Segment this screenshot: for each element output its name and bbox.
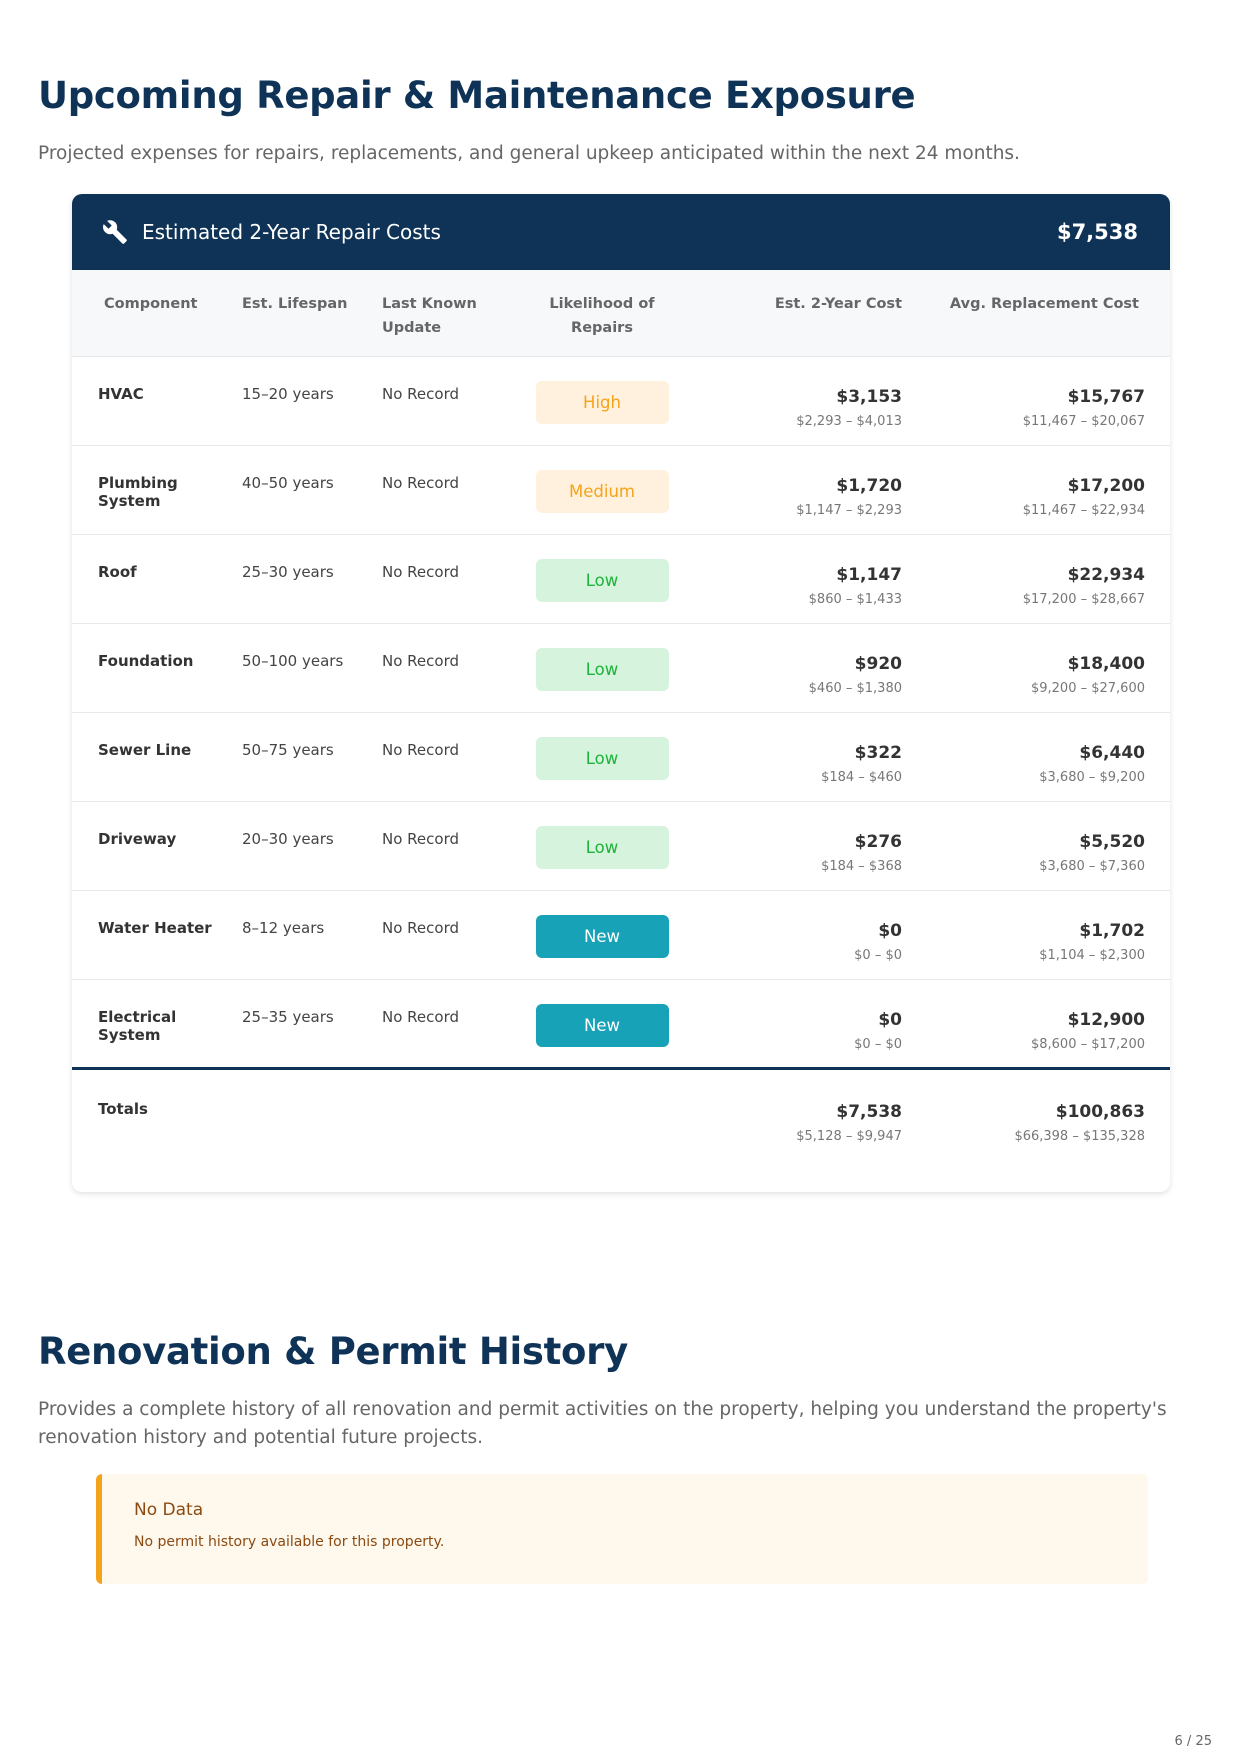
table-row bbox=[72, 356, 1170, 445]
section-description-permit-history: Provides a complete history of all renovation and permit activities on the property, helping you understand the property's renovation history and potential future projects. bbox=[38, 1399, 1167, 1448]
lifespan: 8–12 years bbox=[242, 918, 325, 937]
section-title-repair-exposure: Upcoming Repair & Maintenance Exposure bbox=[38, 74, 916, 117]
callout-title: No Data bbox=[134, 1500, 204, 1520]
total-two-year-cost-range: $5,128 – $9,947 bbox=[796, 1128, 902, 1144]
replacement-cost-range: $3,680 – $9,200 bbox=[1039, 769, 1145, 785]
table-row bbox=[72, 712, 1170, 801]
two-year-cost: $276 bbox=[854, 831, 902, 852]
replacement-cost: $1,702 bbox=[1079, 920, 1145, 941]
card-header bbox=[72, 194, 1170, 270]
col-two-year-cost: Est. 2-Year Cost bbox=[774, 296, 902, 312]
lifespan: 15–20 years bbox=[242, 384, 334, 403]
last-update: No Record bbox=[382, 918, 459, 937]
replacement-cost-range: $11,467 – $22,934 bbox=[1022, 502, 1145, 518]
lifespan: 50–100 years bbox=[242, 651, 344, 670]
card-total: $7,538 bbox=[1056, 220, 1138, 244]
likelihood-badge: New bbox=[536, 915, 669, 958]
table-row bbox=[72, 623, 1170, 712]
col-likelihood: Likelihood of Repairs bbox=[549, 296, 655, 336]
replacement-cost: $15,767 bbox=[1067, 386, 1145, 407]
component-name: Driveway bbox=[98, 829, 177, 848]
likelihood-badge: Medium bbox=[536, 470, 669, 513]
two-year-cost-range: $0 – $0 bbox=[854, 1036, 902, 1052]
two-year-cost: $322 bbox=[854, 742, 902, 763]
callout-body: No permit history available for this property. bbox=[134, 1534, 445, 1550]
totals-row bbox=[72, 1068, 1170, 1178]
section-description-repair-exposure: Projected expenses for repairs, replacements, and general upkeep anticipated within the next 24 months. bbox=[38, 143, 1020, 164]
wrench-icon bbox=[102, 219, 128, 245]
two-year-cost-range: $860 – $1,433 bbox=[808, 591, 902, 607]
two-year-cost: $3,153 bbox=[836, 386, 902, 407]
likelihood-badge: Low bbox=[536, 559, 669, 602]
card-title: Estimated 2-Year Repair Costs bbox=[142, 220, 441, 244]
replacement-cost: $6,440 bbox=[1079, 742, 1145, 763]
likelihood-badge: Low bbox=[536, 826, 669, 869]
likelihood-badge: High bbox=[536, 381, 669, 424]
replacement-cost-range: $9,200 – $27,600 bbox=[1030, 680, 1145, 696]
replacement-cost: $17,200 bbox=[1067, 475, 1145, 496]
col-lifespan: Est. Lifespan bbox=[242, 296, 348, 312]
lifespan: 40–50 years bbox=[242, 473, 334, 492]
table-row bbox=[72, 445, 1170, 534]
two-year-cost: $0 bbox=[878, 1009, 902, 1030]
component-name: Plumbing System bbox=[98, 473, 178, 510]
last-update: No Record bbox=[382, 562, 459, 581]
two-year-cost: $1,720 bbox=[836, 475, 902, 496]
two-year-cost: $0 bbox=[878, 920, 902, 941]
col-last-update: Last Known Update bbox=[382, 296, 477, 336]
component-name: Roof bbox=[98, 562, 137, 581]
lifespan: 20–30 years bbox=[242, 829, 334, 848]
table-row bbox=[72, 890, 1170, 979]
totals-label: Totals bbox=[98, 1099, 148, 1118]
repair-costs-table bbox=[72, 270, 1170, 1178]
two-year-cost: $1,147 bbox=[836, 564, 902, 585]
component-name: HVAC bbox=[98, 384, 144, 403]
last-update: No Record bbox=[382, 473, 459, 492]
two-year-cost-range: $1,147 – $2,293 bbox=[796, 502, 902, 518]
likelihood-badge: Low bbox=[536, 737, 669, 780]
lifespan: 50–75 years bbox=[242, 740, 334, 759]
no-data-callout bbox=[96, 1474, 1148, 1584]
component-name: Water Heater bbox=[98, 918, 212, 937]
col-replacement-cost: Avg. Replacement Cost bbox=[949, 296, 1139, 312]
page-number: 6 / 25 bbox=[1174, 1734, 1212, 1749]
last-update: No Record bbox=[382, 829, 459, 848]
two-year-cost-range: $2,293 – $4,013 bbox=[796, 413, 902, 429]
table-row bbox=[72, 801, 1170, 890]
replacement-cost: $12,900 bbox=[1067, 1009, 1145, 1030]
section-title-permit-history: Renovation & Permit History bbox=[38, 1330, 628, 1373]
replacement-cost-range: $3,680 – $7,360 bbox=[1039, 858, 1145, 874]
lifespan: 25–35 years bbox=[242, 1007, 334, 1026]
last-update: No Record bbox=[382, 651, 459, 670]
two-year-cost-range: $0 – $0 bbox=[854, 947, 902, 963]
likelihood-badge: New bbox=[536, 1004, 669, 1047]
replacement-cost: $22,934 bbox=[1067, 564, 1145, 585]
two-year-cost-range: $460 – $1,380 bbox=[808, 680, 902, 696]
two-year-cost-range: $184 – $368 bbox=[821, 858, 902, 874]
table-row bbox=[72, 979, 1170, 1068]
likelihood-badge: Low bbox=[536, 648, 669, 691]
component-name: Sewer Line bbox=[98, 740, 192, 759]
total-two-year-cost: $7,538 bbox=[836, 1101, 902, 1122]
replacement-cost: $5,520 bbox=[1079, 831, 1145, 852]
replacement-cost: $18,400 bbox=[1067, 653, 1145, 674]
col-component: Component bbox=[104, 296, 198, 312]
two-year-cost: $920 bbox=[854, 653, 902, 674]
replacement-cost-range: $1,104 – $2,300 bbox=[1039, 947, 1145, 963]
component-name: Electrical System bbox=[98, 1007, 177, 1044]
total-replacement-cost-range: $66,398 – $135,328 bbox=[1014, 1128, 1145, 1144]
replacement-cost-range: $8,600 – $17,200 bbox=[1030, 1036, 1145, 1052]
table-header-row bbox=[72, 270, 1170, 356]
total-replacement-cost: $100,863 bbox=[1055, 1101, 1145, 1122]
table-row bbox=[72, 534, 1170, 623]
last-update: No Record bbox=[382, 740, 459, 759]
lifespan: 25–30 years bbox=[242, 562, 334, 581]
component-name: Foundation bbox=[98, 651, 194, 670]
last-update: No Record bbox=[382, 384, 459, 403]
repair-costs-card bbox=[72, 194, 1170, 1192]
two-year-cost-range: $184 – $460 bbox=[821, 769, 902, 785]
replacement-cost-range: $17,200 – $28,667 bbox=[1022, 591, 1145, 607]
last-update: No Record bbox=[382, 1007, 459, 1026]
replacement-cost-range: $11,467 – $20,067 bbox=[1022, 413, 1145, 429]
